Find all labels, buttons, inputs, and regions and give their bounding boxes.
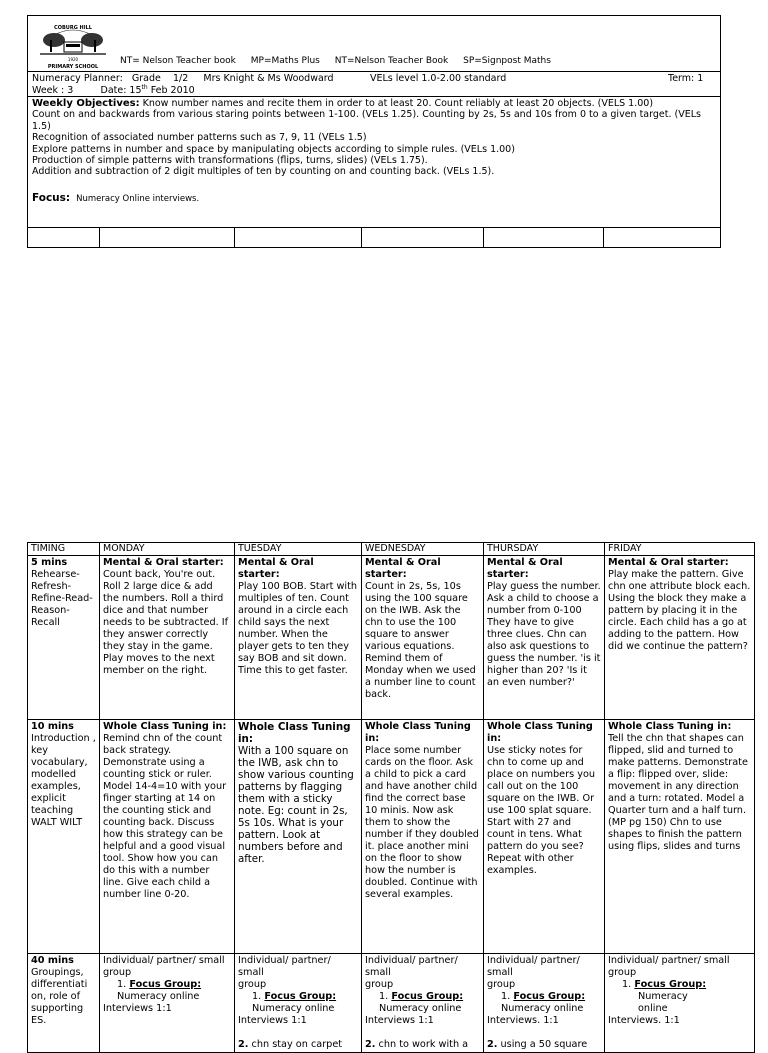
focus-label: Focus:: [32, 192, 71, 204]
school-logo: [34, 20, 112, 70]
friday-cell: Mental & Oral starter: Play make the pattern. Give chn one attribute block each. Using the block they make a pattern by placing it in the circle. Each child has a go at adding to the pattern. How did we continue the pattern?: [605, 556, 755, 720]
term: Term: 1: [668, 73, 704, 84]
legend-item: NT= Nelson Teacher book: [120, 56, 236, 66]
wednesday-cell: Mental & Oral starter: Count in 2s, 5s, 10s using the 100 square on the IWB. Ask the chn to use the 100 square to answer various equations. Remind them of Monday when we used a number line to count back.: [362, 556, 484, 720]
table-header-row: [28, 543, 755, 556]
svg-text:PRIMARY SCHOOL: PRIMARY SCHOOL: [47, 64, 99, 70]
objective-line: Know number names and recite them in order to at least 20. Count reliably at least 20 objects. (VELS 1.00): [139, 98, 654, 109]
grade-label: Grade: [131, 73, 161, 84]
table-row: [28, 720, 755, 954]
planner-info: [27, 72, 721, 228]
column-header: MONDAY: [100, 543, 235, 556]
thursday-cell: Mental & Oral starter: Play guess the number. Ask a child to choose a number from 0-100 They have to give three clues. Chn can also ask questions to guess the number. 'is it higher than 20? 'Is it an even number?': [484, 556, 605, 720]
timing-cell: 5 mins Rehearse-Refresh-Refine-Read-Reason-Recall: [28, 556, 100, 720]
planner-row-1: [32, 73, 704, 84]
table-row: [28, 556, 755, 720]
timing-cell: 10 mins Introduction , key vocabulary, modelled examples, explicit teaching WALT WILT: [28, 720, 100, 954]
tuesday-cell: Whole Class Tuning in: With a 100 square on the IWB, ask chn to show various counting patterns by flagging them with a sticky note. Eg: count in 2s, 5s 10s. What is your pattern. Look at numbers before and after.: [235, 720, 362, 954]
date: Date: 15th Feb 2010: [100, 84, 195, 97]
header-box: [27, 15, 721, 72]
svg-text:1920: 1920: [67, 57, 79, 62]
column-header: FRIDAY: [605, 543, 755, 556]
column-header: TIMING: [28, 543, 100, 556]
tuesday-cell: Individual/ partner/ small group 1. Focus Group: Numeracy online Interviews 1:1 2. chn stay on carpet: [235, 954, 362, 1053]
timing-cell: 40 mins Groupings, differentiati on, role of supporting ES.: [28, 954, 100, 1053]
wednesday-cell: Whole Class Tuning in: Place some number cards on the floor. Ask a child to pick a card and have another child find the correct base 10 minis. Now ask them to show the number if they doubled it. place another mini on the floor to show how the number is doubled. Continue with several examples.: [362, 720, 484, 954]
objective-line: Count on and backwards from various staring points between 1-100. (VELs 1.25). Counting by 2s, 5s and 10s from 0 to a given target. (VELs 1.5): [32, 109, 701, 132]
monday-cell: Whole Class Tuning in: Remind chn of the count back strategy. Demonstrate using a counting stick or ruler. Model 14-4=10 with your finger starting at 14 on the counting stick and counting back. Discuss how this strategy can be helpful and a good visual tool. Show how you can do this with a number line. Give each child a number line 0-20.: [100, 720, 235, 954]
legend-item: NT=Nelson Teacher Book: [334, 56, 449, 66]
objective-line: Production of simple patterns with transformations (flips, turns, slides) (VELs 1.75).: [32, 155, 428, 167]
tuesday-cell: Mental & Oral starter: Play 100 BOB. Start with multiples of ten. Count around in a circle each child says the next number. When the player gets to ten they say BOB and sit down. Time this to get faster.: [235, 556, 362, 720]
teachers: Mrs Knight & Ms Woodward: [203, 73, 334, 84]
grade-value: 1/2: [172, 73, 189, 84]
week: Week : 3: [32, 85, 74, 97]
friday-cell: Individual/ partner/ small group 1. Focus Group: Numeracy online Interviews. 1:1: [605, 954, 755, 1053]
weekly-objectives: [32, 98, 716, 178]
objective-line: Addition and subtraction of 2 digit multiples of ten by counting on and counting back. (VELs 1.5).: [32, 166, 495, 178]
abbreviation-legend: [120, 56, 563, 66]
objective-line: Recognition of associated number patterns such as 7, 9, 11 (VELs 1.5): [32, 132, 367, 144]
column-header: WEDNESDAY: [362, 543, 484, 556]
vels-level: VELs level 1.0-2.00 standard: [370, 73, 507, 84]
column-header: THURSDAY: [484, 543, 605, 556]
planner-row-2: [32, 84, 195, 96]
column-header: TUESDAY: [235, 543, 362, 556]
focus-text: Numeracy Online interviews.: [76, 194, 200, 204]
focus: [32, 192, 199, 204]
thursday-cell: Individual/ partner/ small group 1. Focus Group: Numeracy online Interviews. 1:1 2. using a 50 square: [484, 954, 605, 1053]
table-row: [28, 954, 755, 1053]
monday-cell: Individual/ partner/ small group 1. Focus Group: Numeracy online Interviews 1:1: [100, 954, 235, 1053]
thursday-cell: Whole Class Tuning in: Use sticky notes for chn to come up and place on numbers you call out on the 100 square on the IWB. Or use 100 splat square. Start with 27 and count in tens. What pattern do you see? Repeat with other examples.: [484, 720, 605, 954]
objectives-label: Weekly Objectives:: [32, 98, 140, 109]
legend-item: SP=Signpost Maths: [463, 56, 551, 66]
wednesday-cell: Individual/ partner/ small group 1. Focus Group: Numeracy online Interviews 1:1 2. chn to work with a: [362, 954, 484, 1053]
legend-item: MP=Maths Plus: [250, 56, 320, 66]
planner-title: Numeracy Planner:: [32, 73, 123, 84]
monday-cell: Mental & Oral starter: Count back, You're out. Roll 2 large dice & add the numbers. Roll a third dice and that number needs to be subtracted. If they answer correctly they stay in the game. Play moves to the next member on the right.: [100, 556, 235, 720]
weekly-plan-table: [27, 542, 755, 1053]
svg-text:COBURG HILL: COBURG HILL: [54, 25, 92, 31]
friday-cell: Whole Class Tuning in: Tell the chn that shapes can flipped, slid and turned to make patterns. Demonstrate a flip: flipped over, slide: movement in any direction and a turn: rotated. Model a Quarter turn and a half turn. (MP pg 150) Chn to use shapes to finish the pattern using flips, slides and turns: [605, 720, 755, 954]
objective-line: Explore patterns in number and space by manipulating objects according to simple rules. (VELs 1.00): [32, 143, 515, 155]
empty-row: [27, 228, 721, 248]
divider: [28, 96, 720, 97]
